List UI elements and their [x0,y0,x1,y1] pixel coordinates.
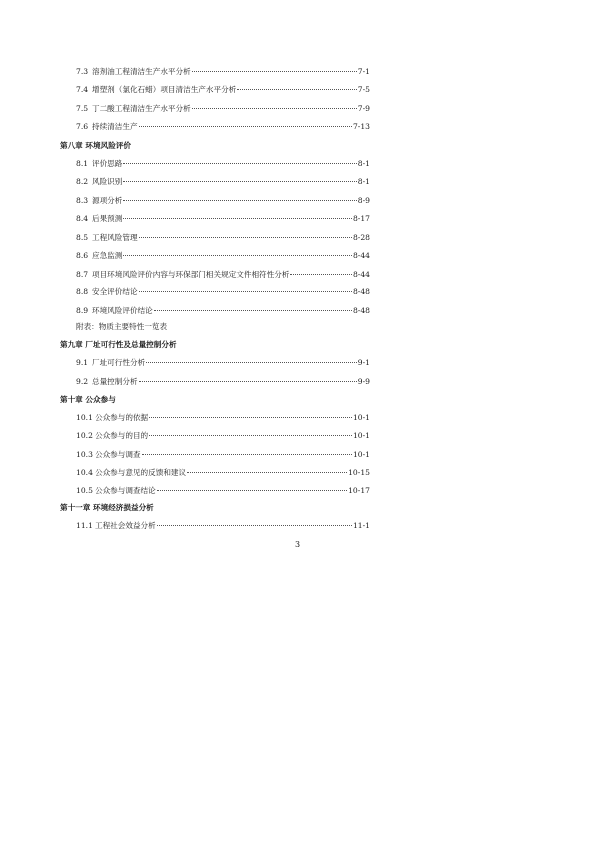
section-title: 公众参与的目的 [95,431,149,440]
dot-leader [142,454,352,455]
note-text: 附表：物质主要特性一览表 [76,322,168,331]
toc-entry [76,486,370,496]
dot-leader [237,89,356,90]
toc-entry [76,270,370,280]
page-reference: 7-5 [357,85,370,94]
toc-entry [76,306,370,316]
toc-chapter-heading [60,503,154,513]
toc-chapter-heading [60,141,131,151]
page-reference: 7-13 [352,122,370,131]
section-title: 总量控制分析 [92,377,138,386]
toc-entry [76,468,370,478]
toc-entry [76,431,370,441]
dot-leader [192,71,357,72]
section-number: 7.3 [76,67,89,76]
toc-chapter-heading [60,395,116,405]
page-reference: 7-1 [357,67,370,76]
chapter-title: 第十章 公众参与 [60,395,116,404]
toc-entry [76,413,370,423]
dot-leader [139,291,352,292]
dot-leader [157,525,352,526]
dot-leader [149,435,352,436]
section-title: 增塑剂（氯化石蜡）项目清洁生产水平分析 [92,85,237,94]
dot-leader [139,381,357,382]
page-reference: 9-9 [357,377,370,386]
chapter-title: 第八章 环境风险评价 [60,141,131,150]
section-number: 8.7 [76,270,89,279]
section-number: 9.2 [76,377,89,386]
toc-entry [76,196,370,206]
dot-leader [123,181,356,182]
section-title: 源项分析 [92,196,123,205]
dot-leader [123,218,352,219]
toc-chapter-heading [60,340,177,350]
page-number: 3 [294,540,301,549]
page-reference: 8-28 [352,233,370,242]
page-reference: 8-1 [357,177,370,186]
dot-leader [149,417,352,418]
toc-entry [76,377,370,387]
section-title: 工程社会效益分析 [95,521,156,530]
section-title: 项目环境风险评价内容与环保部门相关规定文件相符性分析 [92,270,290,279]
page-reference: 9-1 [357,358,370,367]
section-title: 公众参与调查 [95,450,141,459]
dot-leader [123,200,356,201]
section-number: 8.3 [76,196,89,205]
dot-leader [192,108,357,109]
section-title: 丁二酸工程清洁生产水平分析 [92,104,191,113]
chapter-title: 第九章 厂址可行性及总量控制分析 [60,340,177,349]
dot-leader [139,126,352,127]
toc-entry [76,251,370,261]
section-title: 评价思路 [92,159,123,168]
section-number: 7.5 [76,104,89,113]
section-number: 9.1 [76,358,89,367]
page-reference: 8-17 [352,214,370,223]
page-reference: 8-1 [357,159,370,168]
section-number: 8.4 [76,214,89,223]
toc-entry [76,67,370,77]
dot-leader [157,490,347,491]
section-number: 10.5 [76,486,93,495]
section-title: 溶剂油工程清洁生产水平分析 [92,67,191,76]
dot-leader [290,274,352,275]
dot-leader [123,163,356,164]
section-title: 持续清洁生产 [92,122,138,131]
toc-entry [76,122,370,132]
toc-entry [76,358,370,368]
section-number: 8.9 [76,306,89,315]
dot-leader [146,362,357,363]
section-number: 10.2 [76,431,93,440]
section-number: 8.1 [76,159,89,168]
page-reference: 10-1 [352,413,370,422]
section-number: 10.1 [76,413,93,422]
section-title: 应急监测 [92,251,123,260]
toc-entry [76,159,370,169]
chapter-title: 第十一章 环境经济损益分析 [60,503,154,512]
toc-entry [76,287,370,297]
dot-leader [154,310,352,311]
section-number: 8.5 [76,233,89,242]
section-number: 10.3 [76,450,93,459]
page-reference: 10-17 [348,486,370,495]
page-reference: 11-1 [352,521,370,530]
toc-entry [76,450,370,460]
section-title: 工程风险管理 [92,233,138,242]
toc-entry [76,85,370,95]
page-reference: 8-48 [352,287,370,296]
page-reference: 10-15 [348,468,370,477]
section-number: 7.6 [76,122,89,131]
section-title: 环境风险评价结论 [92,306,153,315]
section-number: 10.4 [76,468,93,477]
section-title: 风险识别 [92,177,123,186]
toc-note [76,322,167,332]
section-number: 7.4 [76,85,89,94]
dot-leader [187,472,347,473]
page-reference: 10-1 [352,431,370,440]
section-title: 公众参与意见的反馈和建议 [95,468,187,477]
toc-entry [76,104,370,114]
toc-entry [76,177,370,187]
toc-entry [76,521,370,531]
dot-leader [139,237,352,238]
dot-leader [123,255,352,256]
section-title: 厂址可行性分析 [92,358,146,367]
section-number: 8.8 [76,287,89,296]
section-title: 后果预测 [92,214,123,223]
section-number: 8.2 [76,177,89,186]
page-reference: 8-44 [352,270,370,279]
section-number: 8.6 [76,251,89,260]
page-reference: 7-9 [357,104,370,113]
toc-entry [76,233,370,243]
section-title: 公众参与调查结论 [95,486,156,495]
section-number: 11.1 [76,521,93,530]
section-title: 公众参与的依据 [95,413,149,422]
page-reference: 8-44 [352,251,370,260]
page-reference: 8-48 [352,306,370,315]
toc-entry [76,214,370,224]
page-reference: 8-9 [357,196,370,205]
page-reference: 10-1 [352,450,370,459]
section-title: 安全评价结论 [92,287,138,296]
